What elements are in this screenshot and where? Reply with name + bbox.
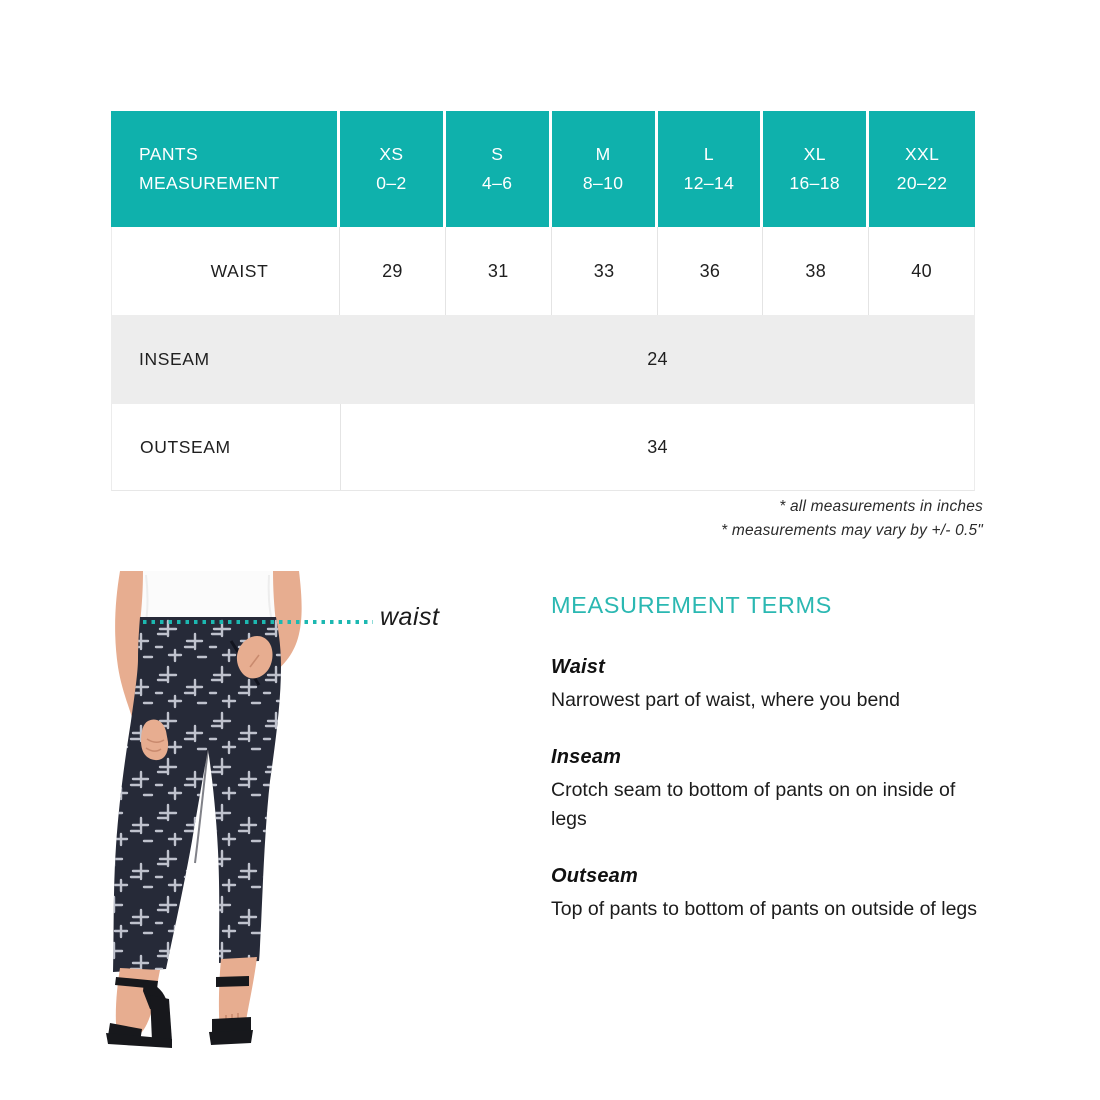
outseam-row-label: OUTSEAM — [112, 404, 341, 490]
table-header-row — [111, 111, 975, 227]
header-cell-l — [658, 111, 764, 227]
table-row-waist — [111, 227, 975, 315]
term-group-waist — [551, 656, 983, 715]
waist-row-label: WAIST — [111, 227, 340, 315]
waist-value-xl: 38 — [763, 227, 869, 315]
waist-dotted-line — [143, 620, 373, 624]
outseam-value: 34 — [647, 436, 668, 457]
header-cell-xxl — [869, 111, 975, 227]
footnote-variance: * measurements may vary by +/- 0.5" — [721, 522, 983, 539]
waist-value-xxl: 40 — [869, 227, 975, 315]
model-figure-illustration — [100, 571, 340, 1061]
measurement-terms-heading: MEASUREMENT TERMS — [551, 592, 832, 618]
inseam-value: 24 — [647, 349, 668, 369]
size-name: XL — [803, 144, 826, 164]
size-name: M — [595, 144, 611, 164]
model-photo — [100, 571, 340, 1061]
size-range: 20–22 — [896, 173, 948, 193]
size-range: 0–2 — [376, 173, 407, 193]
term-name-waist: Waist — [551, 656, 605, 678]
header-cell-xl — [763, 111, 869, 227]
size-name: XS — [379, 144, 404, 164]
size-name: XXL — [904, 144, 940, 164]
size-name: S — [491, 144, 504, 164]
measurement-footnotes — [721, 495, 983, 543]
table-row-inseam — [111, 315, 975, 404]
measurement-terms-section — [551, 592, 983, 955]
header-cell-pants-measurement — [111, 111, 340, 227]
size-name: L — [703, 144, 714, 164]
footnote-inches: * all measurements in inches — [779, 498, 983, 515]
waist-value-s: 31 — [446, 227, 552, 315]
header-label-line1: PANTS — [139, 144, 199, 164]
size-table — [111, 111, 975, 491]
size-range: 4–6 — [482, 173, 513, 193]
waist-value-m: 33 — [552, 227, 658, 315]
size-range: 8–10 — [582, 173, 624, 193]
inseam-row-label: INSEAM — [139, 349, 210, 369]
term-name-inseam: Inseam — [551, 746, 622, 768]
term-definition-waist: Narrowest part of waist, where you bend — [551, 689, 901, 711]
size-range: 12–14 — [683, 173, 735, 193]
waist-value-xs: 29 — [340, 227, 446, 315]
header-cell-m — [552, 111, 658, 227]
size-range: 16–18 — [789, 173, 841, 193]
term-definition-outseam: Top of pants to bottom of pants on outside of legs — [551, 898, 978, 920]
term-definition-inseam: Crotch seam to bottom of pants on on inside of legs — [551, 779, 956, 830]
term-group-outseam — [551, 865, 983, 924]
model-white-top — [140, 571, 276, 623]
term-group-inseam — [551, 746, 983, 834]
header-cell-xs — [340, 111, 446, 227]
table-row-outseam — [111, 404, 975, 491]
waist-value-l: 36 — [658, 227, 764, 315]
waist-annotation-label: waist — [380, 603, 440, 631]
header-label-line2: MEASUREMENT — [139, 173, 280, 193]
term-name-outseam: Outseam — [551, 865, 638, 887]
header-cell-s — [446, 111, 552, 227]
